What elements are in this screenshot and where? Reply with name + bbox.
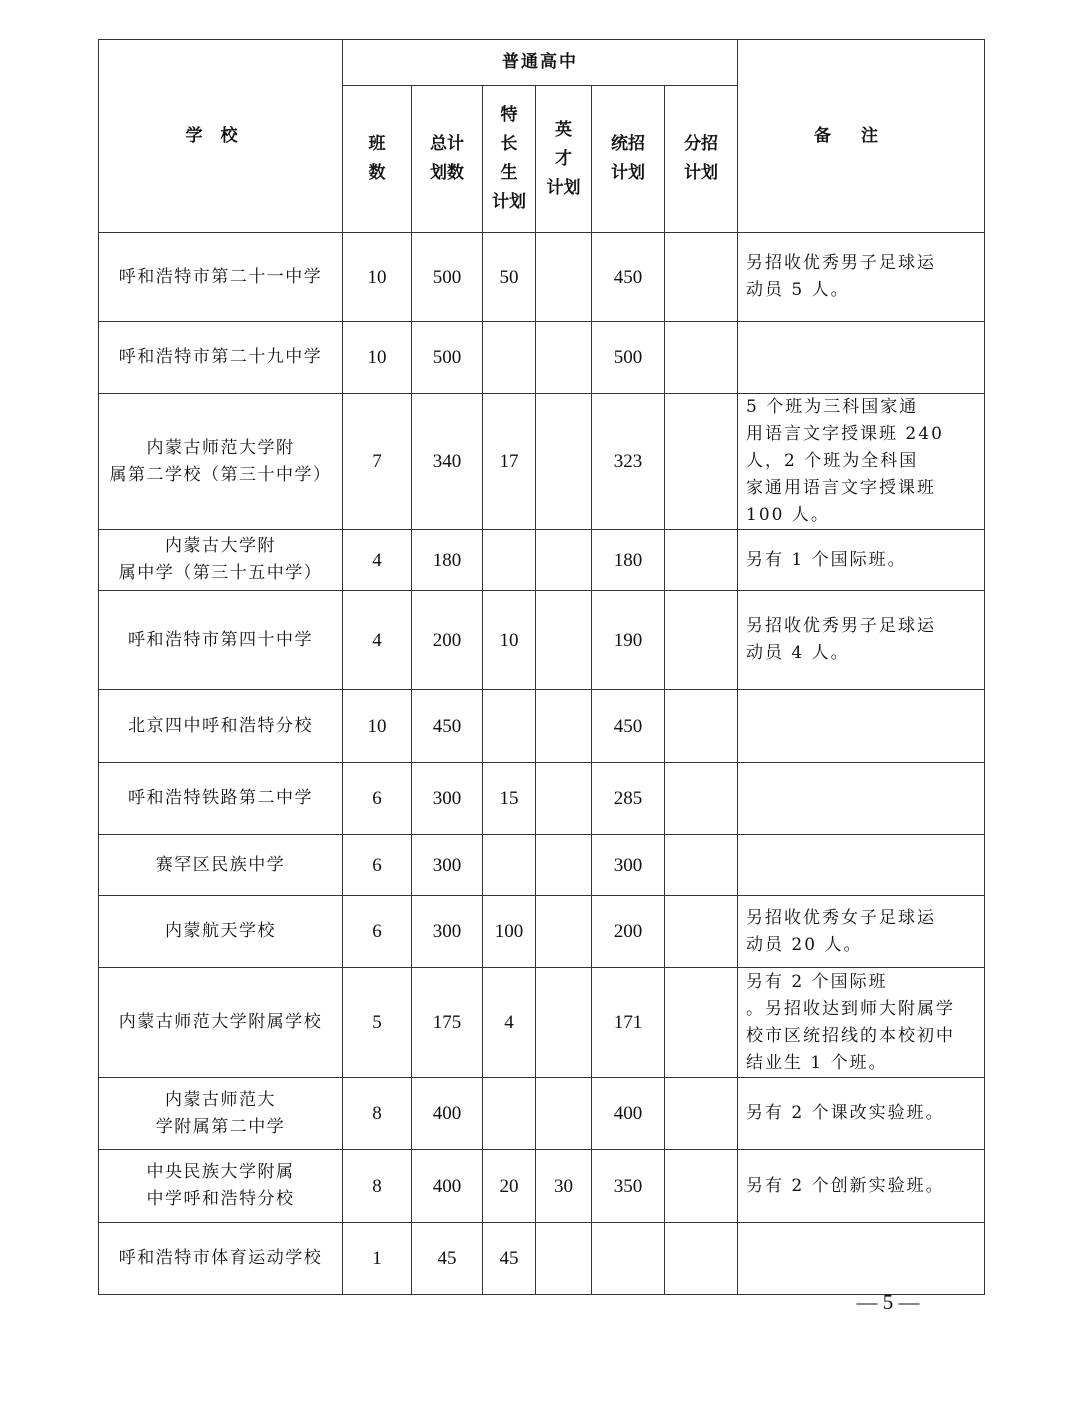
table-row: [99, 968, 985, 1078]
header-talent-text: 英 才 计划: [546, 119, 581, 198]
classes-cell: 4: [343, 591, 412, 690]
classes-cell: 4: [343, 530, 412, 591]
school-name-cell: 内蒙古师范大 学附属第二中学: [99, 1078, 343, 1150]
header-note: 备注: [738, 40, 985, 233]
classes-cell: 8: [343, 1078, 412, 1150]
classes-cell: 10: [343, 690, 412, 763]
note-cell: 另有 2 个课改实验班。: [738, 1078, 985, 1150]
talent-cell: [536, 763, 592, 835]
school-name-cell: 内蒙古师范大学附 属第二学校（第三十中学）: [99, 394, 343, 530]
header-unified: [592, 86, 665, 233]
separate-cell: [665, 1150, 738, 1223]
unified-cell: 450: [592, 690, 665, 763]
note-cell: [738, 690, 985, 763]
total-cell: 400: [412, 1078, 483, 1150]
school-name-cell: 呼和浩特市第二十九中学: [99, 322, 343, 394]
table-row: [99, 233, 985, 322]
unified-cell: 323: [592, 394, 665, 530]
note-cell: [738, 763, 985, 835]
classes-cell: 6: [343, 896, 412, 968]
total-cell: 500: [412, 233, 483, 322]
special-cell: [483, 530, 536, 591]
talent-cell: 30: [536, 1150, 592, 1223]
table-row: [99, 530, 985, 591]
talent-cell: [536, 1223, 592, 1295]
special-cell: [483, 1078, 536, 1150]
separate-cell: [665, 394, 738, 530]
note-cell: 另有 2 个创新实验班。: [738, 1150, 985, 1223]
header-general-high-school: 普通高中: [343, 40, 738, 86]
note-cell: [738, 835, 985, 896]
header-total-text: 总计 划数: [430, 134, 464, 183]
unified-cell: [592, 1223, 665, 1295]
unified-cell: 500: [592, 322, 665, 394]
note-cell: 另招收优秀男子足球运 动员 4 人。: [738, 591, 985, 690]
talent-cell: [536, 530, 592, 591]
unified-cell: 300: [592, 835, 665, 896]
table-row: [99, 896, 985, 968]
special-cell: 100: [483, 896, 536, 968]
total-cell: 200: [412, 591, 483, 690]
special-cell: [483, 322, 536, 394]
table-row: [99, 1150, 985, 1223]
school-name-cell: 赛罕区民族中学: [99, 835, 343, 896]
classes-cell: 10: [343, 233, 412, 322]
header-total: [412, 86, 483, 233]
special-cell: [483, 690, 536, 763]
header-classes-text: 班 数: [368, 134, 386, 183]
page-number: — 5 —: [856, 1290, 920, 1314]
header-classes: [343, 86, 412, 233]
total-cell: 500: [412, 322, 483, 394]
enrollment-plan-table: [98, 39, 985, 1295]
header-unified-text: 统招 计划: [611, 134, 645, 183]
school-name-cell: 呼和浩特市体育运动学校: [99, 1223, 343, 1295]
talent-cell: [536, 968, 592, 1078]
special-cell: 4: [483, 968, 536, 1078]
total-cell: 300: [412, 763, 483, 835]
note-cell: 另招收优秀男子足球运 动员 5 人。: [738, 233, 985, 322]
note-cell: [738, 1223, 985, 1295]
special-cell: 17: [483, 394, 536, 530]
talent-cell: [536, 835, 592, 896]
table-row: [99, 763, 985, 835]
table-row: [99, 1223, 985, 1295]
talent-cell: [536, 690, 592, 763]
header-special: [483, 86, 536, 233]
special-cell: 45: [483, 1223, 536, 1295]
classes-cell: 8: [343, 1150, 412, 1223]
separate-cell: [665, 322, 738, 394]
header-talent: [536, 86, 592, 233]
special-cell: 20: [483, 1150, 536, 1223]
separate-cell: [665, 233, 738, 322]
classes-cell: 6: [343, 835, 412, 896]
total-cell: 300: [412, 835, 483, 896]
school-name-cell: 呼和浩特市第四十中学: [99, 591, 343, 690]
school-name-cell: 内蒙航天学校: [99, 896, 343, 968]
classes-cell: 6: [343, 763, 412, 835]
total-cell: 175: [412, 968, 483, 1078]
separate-cell: [665, 763, 738, 835]
total-cell: 400: [412, 1150, 483, 1223]
school-name-cell: 呼和浩特铁路第二中学: [99, 763, 343, 835]
unified-cell: 450: [592, 233, 665, 322]
talent-cell: [536, 322, 592, 394]
header-separate: [665, 86, 738, 233]
separate-cell: [665, 1078, 738, 1150]
school-name-cell: 内蒙古师范大学附属学校: [99, 968, 343, 1078]
classes-cell: 7: [343, 394, 412, 530]
classes-cell: 10: [343, 322, 412, 394]
unified-cell: 200: [592, 896, 665, 968]
total-cell: 45: [412, 1223, 483, 1295]
unified-cell: 400: [592, 1078, 665, 1150]
separate-cell: [665, 591, 738, 690]
total-cell: 180: [412, 530, 483, 591]
total-cell: 450: [412, 690, 483, 763]
header-school: 学校: [99, 40, 343, 233]
table-row: [99, 322, 985, 394]
table-row: [99, 835, 985, 896]
talent-cell: [536, 896, 592, 968]
table-row: [99, 394, 985, 530]
table-row: [99, 591, 985, 690]
special-cell: 10: [483, 591, 536, 690]
separate-cell: [665, 530, 738, 591]
total-cell: 340: [412, 394, 483, 530]
note-cell: 另有 1 个国际班。: [738, 530, 985, 591]
talent-cell: [536, 1078, 592, 1150]
table-row: [99, 1078, 985, 1150]
school-name-cell: 内蒙古大学附 属中学（第三十五中学）: [99, 530, 343, 591]
note-cell: 另有 2 个国际班 。另招收达到师大附属学 校市区统招线的本校初中 结业生 1 个班。: [738, 968, 985, 1078]
classes-cell: 5: [343, 968, 412, 1078]
header-separate-text: 分招 计划: [684, 134, 719, 183]
special-cell: 15: [483, 763, 536, 835]
talent-cell: [536, 394, 592, 530]
separate-cell: [665, 835, 738, 896]
talent-cell: [536, 233, 592, 322]
school-name-cell: 呼和浩特市第二十一中学: [99, 233, 343, 322]
total-cell: 300: [412, 896, 483, 968]
note-cell: 另招收优秀女子足球运 动员 20 人。: [738, 896, 985, 968]
separate-cell: [665, 690, 738, 763]
school-name-cell: 中央民族大学附属 中学呼和浩特分校: [99, 1150, 343, 1223]
table-row: [99, 690, 985, 763]
separate-cell: [665, 968, 738, 1078]
unified-cell: 350: [592, 1150, 665, 1223]
special-cell: 50: [483, 233, 536, 322]
unified-cell: 285: [592, 763, 665, 835]
header-special-text: 特 长 生 计划: [492, 105, 526, 212]
school-name-cell: 北京四中呼和浩特分校: [99, 690, 343, 763]
special-cell: [483, 835, 536, 896]
separate-cell: [665, 896, 738, 968]
note-cell: [738, 322, 985, 394]
classes-cell: 1: [343, 1223, 412, 1295]
talent-cell: [536, 591, 592, 690]
unified-cell: 171: [592, 968, 665, 1078]
separate-cell: [665, 1223, 738, 1295]
note-cell: 5 个班为三科国家通 用语言文字授课班 240 人，2 个班为全科国 家通用语言文字授课班 100 人。: [738, 394, 985, 530]
unified-cell: 180: [592, 530, 665, 591]
unified-cell: 190: [592, 591, 665, 690]
